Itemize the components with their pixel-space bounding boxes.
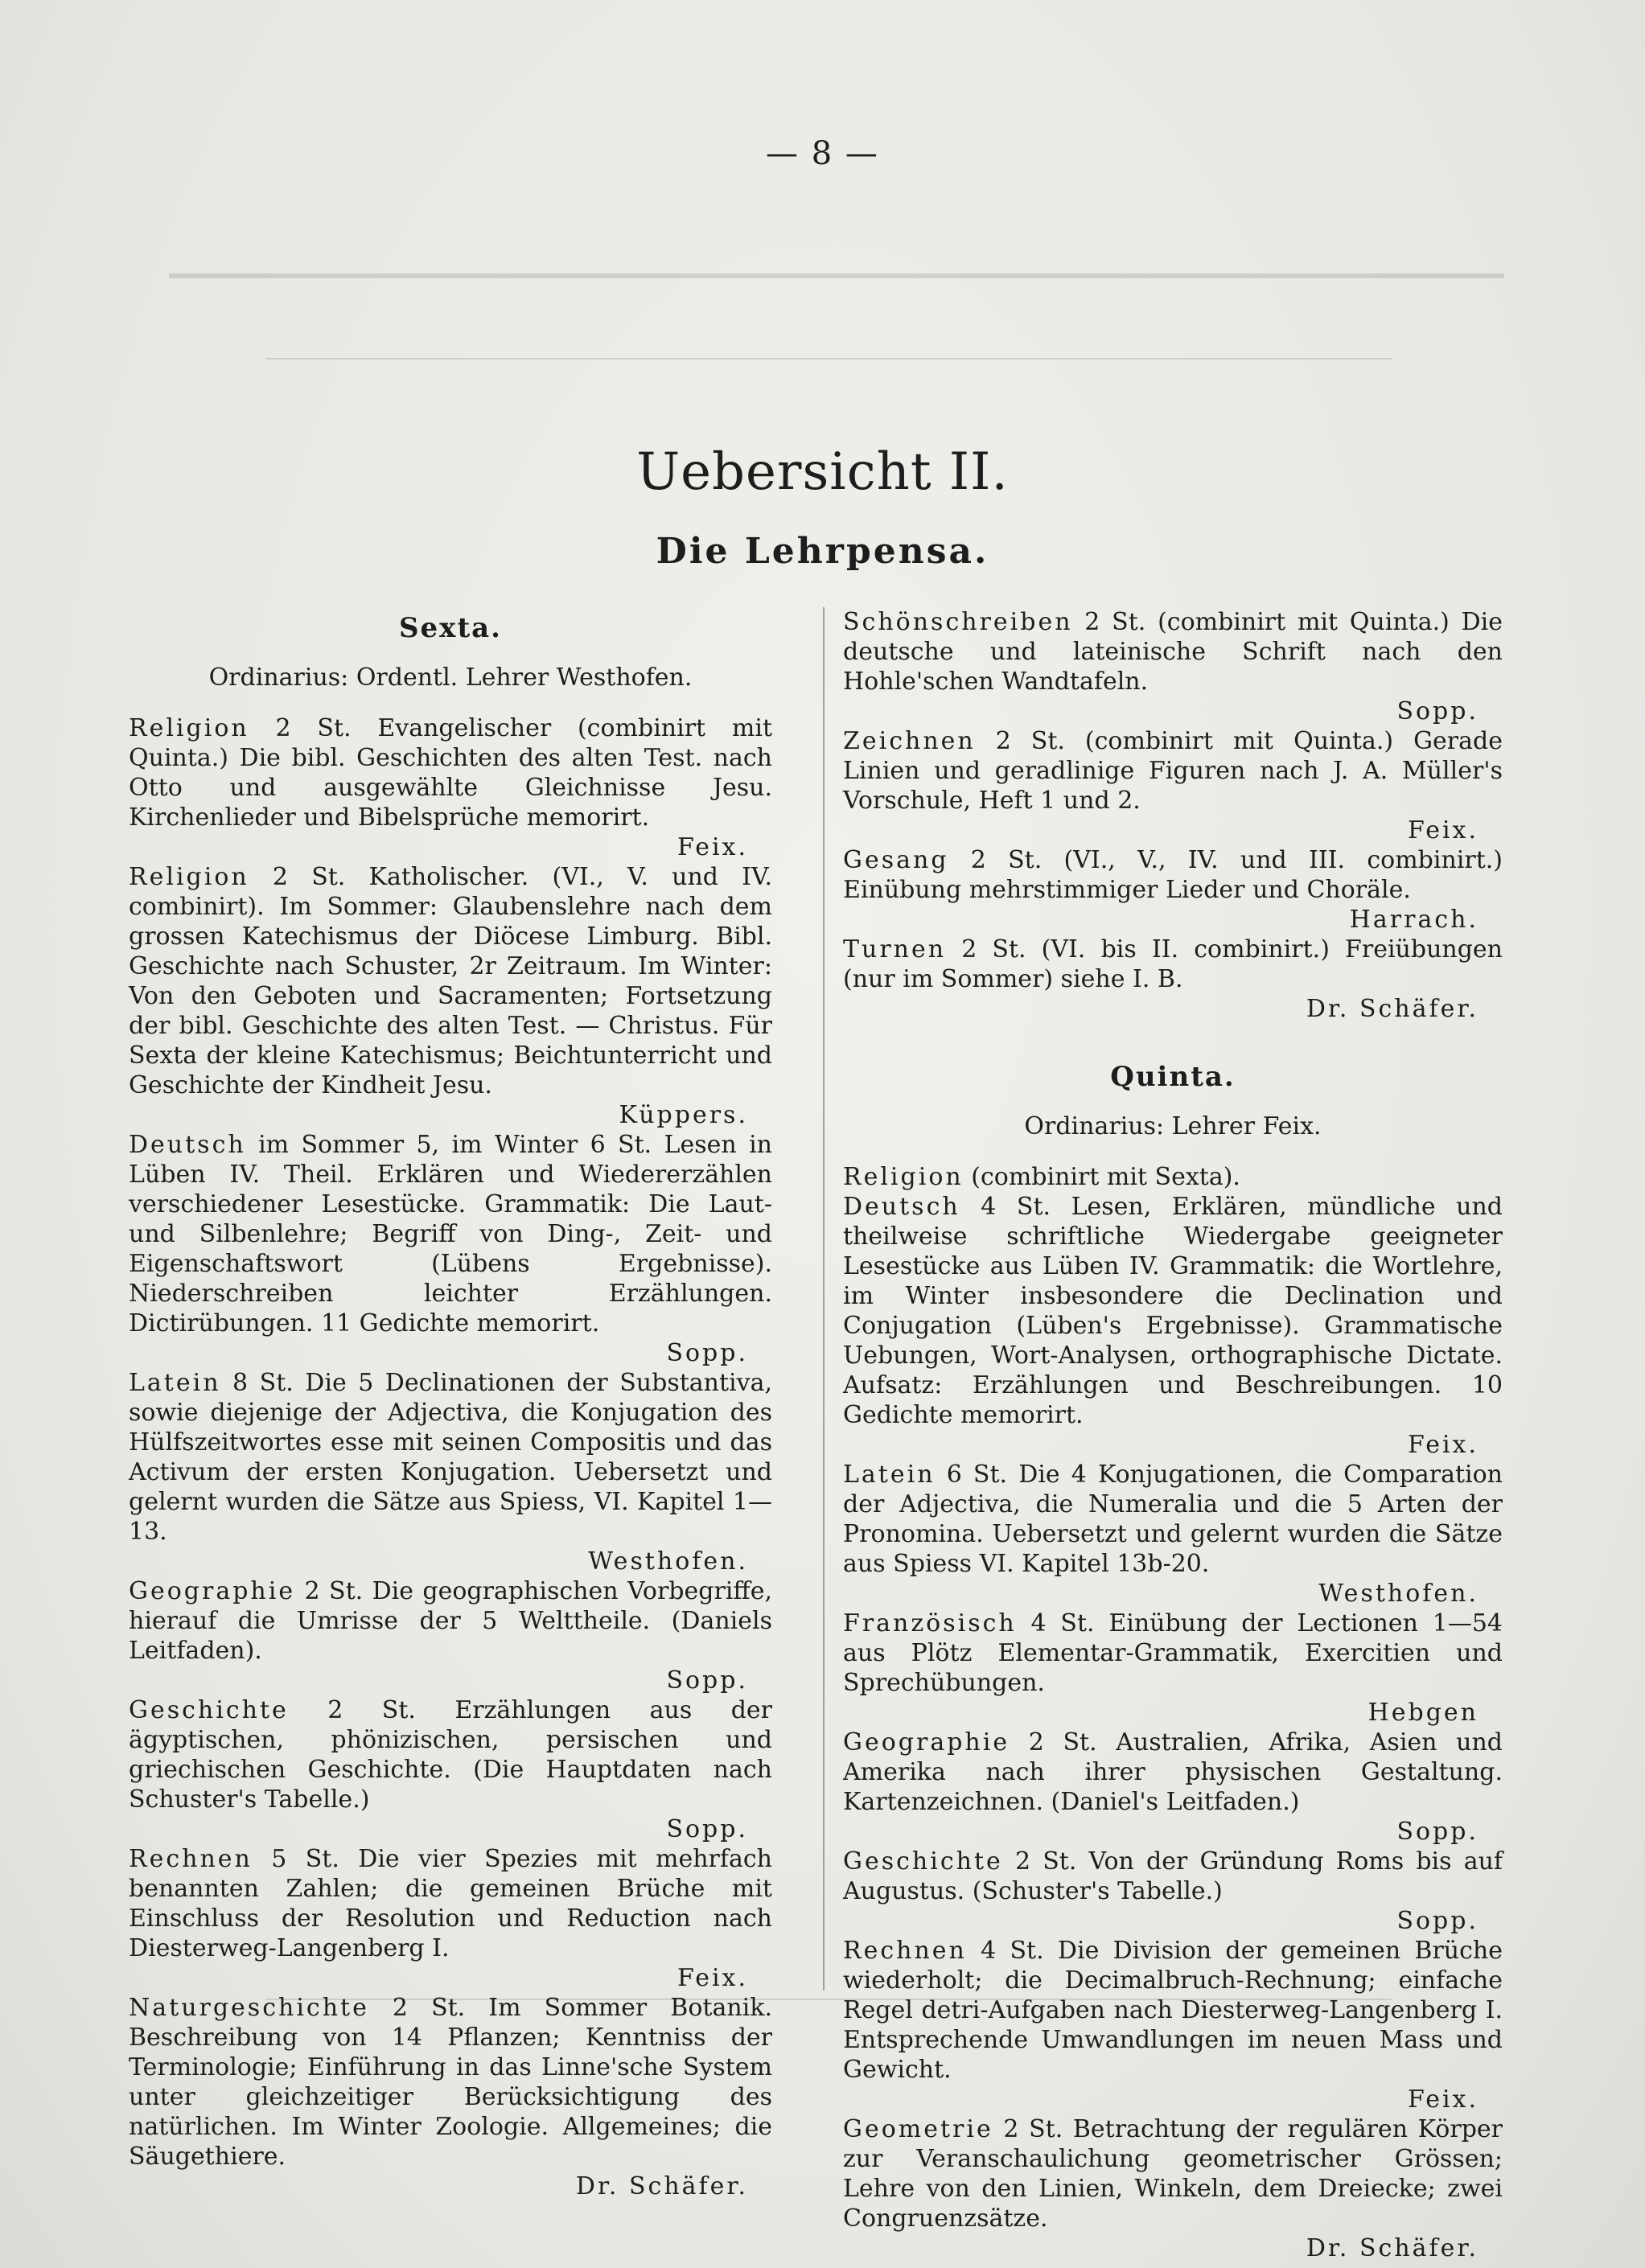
subject: Rechnen [843, 1937, 967, 1965]
subject: Religion [129, 714, 249, 742]
entry-q-rechnen [843, 1936, 1503, 2114]
teacher: Westhofen. [1318, 1580, 1478, 1608]
entry-q-geschichte [843, 1847, 1503, 1936]
teacher: Feix. [1408, 816, 1478, 844]
entry-text: 2 St. Katholischer. (VI., V. und IV. combinirt). Im Sommer: Glaubenslehre nach dem grossen Katechismus der Diöcese Limburg. Bibl. Geschichte nach Schuster, 2r Zeitraum. Im Winter: Von den Geboten und Sacramenten; Fortsetzung der bibl. Geschichte des alten Test. — Christus. Für Sexta der kleine Katechismus; Beichtunterricht und Geschichte der Kindheit Jesu. [129, 863, 772, 1099]
subject: Französisch [843, 1609, 1017, 1637]
subject: Latein [129, 1369, 221, 1397]
page-number: — 8 — [766, 135, 879, 172]
subject: Schönschreiben [843, 608, 1073, 636]
entry-q-franzoesisch [843, 1609, 1503, 1728]
teacher: Dr. Schäfer. [1306, 995, 1478, 1023]
teacher: Harrach. [1349, 906, 1478, 934]
teacher: Feix. [677, 1964, 748, 1992]
entry-religion-kath [129, 862, 772, 1130]
entry-text: 2 St. Betrachtung der regulären Körper zur Veranschaulichung geometrischer Grössen; Lehre von den Linien, Winkeln, dem Dreiecke; zwei Congruenzsätze. [843, 2115, 1503, 2233]
entry-text: (combinirt mit Sexta). [963, 1163, 1240, 1191]
entry-turnen [843, 935, 1503, 1024]
subject: Rechnen [129, 1845, 253, 1873]
entry-text: 5 St. Die vier Spezies mit mehrfach benannten Zahlen; die gemeinen Brüche mit Einschluss der Resolution und Reduction nach Diesterweg-Langenberg I. [129, 1845, 772, 1962]
entry-gesang [843, 845, 1503, 935]
entry-q-geometrie [843, 2114, 1503, 2263]
column-right [843, 607, 1503, 2263]
subject: Naturgeschichte [129, 1994, 369, 2022]
subject: Deutsch [843, 1193, 960, 1221]
entry-text: im Sommer 5, im Winter 6 St. Lesen in Lüben IV. Theil. Erklären und Wiedererzählen verschiedener Lesestücke. Grammatik: Die Laut- und Silbenlehre; Begriff von Ding-, Zeit- und Eigenschaftswort (Lübens Ergebnisse). Niederschreiben leichter Erzählungen. Dictirübungen. 11 Gedichte memorirt. [129, 1131, 772, 1337]
entry-text: 6 St. Die 4 Konjugationen, die Comparation der Adjectiva, die Numeralia und die 5 Arten der Pronomina. Uebersetzt und gelernt wurden die Sätze aus Spiess VI. Kapitel 13b-20. [843, 1461, 1503, 1578]
entry-naturgeschichte [129, 1993, 772, 2201]
entry-zeichnen [843, 726, 1503, 845]
entry-q-geographie [843, 1728, 1503, 1847]
class-heading-quinta: Quinta. [1110, 1061, 1236, 1093]
entry-q-latein [843, 1460, 1503, 1609]
entry-rechnen [129, 1844, 772, 1993]
entry-text: 2 St. (VI. bis II. combinirt.) Freiübungen (nur im Sommer) siehe I. B. [843, 935, 1503, 993]
entry-q-deutsch [843, 1192, 1503, 1460]
subject: Geschichte [843, 1847, 1003, 1876]
subject: Religion [129, 863, 249, 891]
subject: Geographie [129, 1577, 296, 1605]
subject: Geschichte [129, 1696, 289, 1724]
teacher: Dr. Schäfer. [575, 2172, 748, 2200]
teacher: Feix. [1408, 2085, 1478, 2114]
entry-schoenschreiben [843, 607, 1503, 726]
class-heading-sexta: Sexta. [398, 612, 503, 644]
section-gap [843, 1024, 1503, 1056]
entry-text: 2 St. (VI., V., IV. und III. combinirt.) Einübung mehrstimmiger Lieder und Choräle. [843, 846, 1503, 904]
entry-text: 2 St. (combinirt mit Quinta.) Gerade Linien und geradlinige Figuren nach J. A. Müller's Vorschule, Heft 1 und 2. [843, 727, 1503, 815]
entry-latein [129, 1368, 772, 1576]
entry-text: 2 St. Evangelischer (combinirt mit Quinta.) Die bibl. Geschichten des alten Test. nach Otto und ausgewählte Gleichnisse Jesu. Kirchenlieder und Bibelsprüche memorirt. [129, 714, 772, 832]
teacher: Sopp. [666, 1815, 748, 1843]
subject: Geometrie [843, 2115, 993, 2143]
teacher: Feix. [1408, 1431, 1478, 1459]
column-divider [823, 607, 825, 1991]
page-subtitle: Die Lehrpensa. [656, 531, 989, 572]
entry-text: 4 St. Einübung der Lectionen 1—54 aus Plötz Elementar-Grammatik, Exercitien und Sprechübungen. [843, 1609, 1503, 1697]
entry-text: 2 St. Von der Gründung Roms bis auf Augustus. (Schuster's Tabelle.) [843, 1847, 1503, 1905]
teacher: Hebgen [1367, 1699, 1478, 1727]
subject: Latein [843, 1461, 936, 1489]
teacher: Westhofen. [588, 1547, 748, 1576]
entry-text: 8 St. Die 5 Declinationen der Substantiva, sowie diejenige der Adjectiva, die Konjugation des Hülfszeitwortes esse mit seinen Compositis und das Activum der ersten Konjugation. Uebersetzt und gelernt wurden die Sätze aus Spiess, VI. Kapitel 1—13. [129, 1369, 772, 1546]
entry-text: 2 St. Die geographischen Vorbegriffe, hierauf die Umrisse der 5 Welttheile. (Daniels Leitfaden). [129, 1577, 772, 1665]
teacher: Sopp. [666, 1666, 748, 1695]
teacher: Sopp. [1396, 1907, 1478, 1935]
entry-geschichte [129, 1695, 772, 1844]
entry-text: 4 St. Lesen, Erklären, mündliche und theilweise schriftliche Wiedergabe geeigneter Lesestücke aus Lüben IV. Grammatik: die Wortlehre, im Winter insbesondere die Declination und Conjugation (Lüben's Ergebnisse). Grammatische Uebungen, Wort-Analysen, orthographische Dictate. Aufsatz: Erzählungen und Beschreibungen. 10 Gedichte memorirt. [843, 1193, 1503, 1429]
ordinarius-sexta: Ordinarius: Ordentl. Lehrer Westhofen. [208, 664, 693, 692]
entry-text: 4 St. Die Division der gemeinen Brüche wiederholt; die Decimalbruch-Rechnung; einfache Regel detri-Aufgaben nach Diesterweg-Langenberg I. Entsprechende Umwandlungen im neuen Mass und Gewicht. [843, 1937, 1503, 2084]
subject: Turnen [843, 935, 947, 963]
entry-q-religion [843, 1162, 1503, 1192]
entry-text: 2 St. Im Sommer Botanik. Beschreibung von 14 Pflanzen; Kenntniss der Terminologie; Einführung in das Linne'sche System unter gleichzeitiger Berücksichtigung des natürlichen. Im Winter Zoologie. Allgemeines; die Säugethiere. [129, 1994, 772, 2171]
entry-text: 2 St. Erzählungen aus der ägyptischen, phönizischen, persischen und griechischen Geschichte. (Die Hauptdaten nach Schuster's Tabelle.) [129, 1696, 772, 1814]
teacher: Küppers. [619, 1101, 748, 1129]
entry-religion-ev [129, 713, 772, 862]
column-sexta [129, 607, 772, 2201]
entry-deutsch [129, 1130, 772, 1368]
subject: Gesang [843, 846, 949, 874]
entry-text: 2 St. Australien, Afrika, Asien und Amerika nach ihrer physischen Gestaltung. Kartenzeichnen. (Daniel's Leitfaden.) [843, 1728, 1503, 1816]
subject: Deutsch [129, 1131, 246, 1159]
subject: Religion [843, 1163, 964, 1191]
subject: Geographie [843, 1728, 1010, 1756]
page-title: Uebersicht II. [636, 442, 1009, 502]
subject: Zeichnen [843, 727, 976, 755]
entry-text: 2 St. (combinirt mit Quinta.) Die deutsche und lateinische Schrift nach den Hohle'schen Wandtafeln. [843, 608, 1503, 696]
teacher: Sopp. [666, 1339, 748, 1367]
teacher: Dr. Schäfer. [1306, 2234, 1478, 2262]
entry-geographie [129, 1576, 772, 1695]
teacher: Feix. [677, 833, 748, 861]
ordinarius-quinta: Ordinarius: Lehrer Feix. [1024, 1112, 1322, 1140]
teacher: Sopp. [1396, 1818, 1478, 1846]
bleed-through-line [169, 273, 1504, 278]
bleed-through-line [265, 358, 1392, 360]
teacher: Sopp. [1396, 697, 1478, 725]
